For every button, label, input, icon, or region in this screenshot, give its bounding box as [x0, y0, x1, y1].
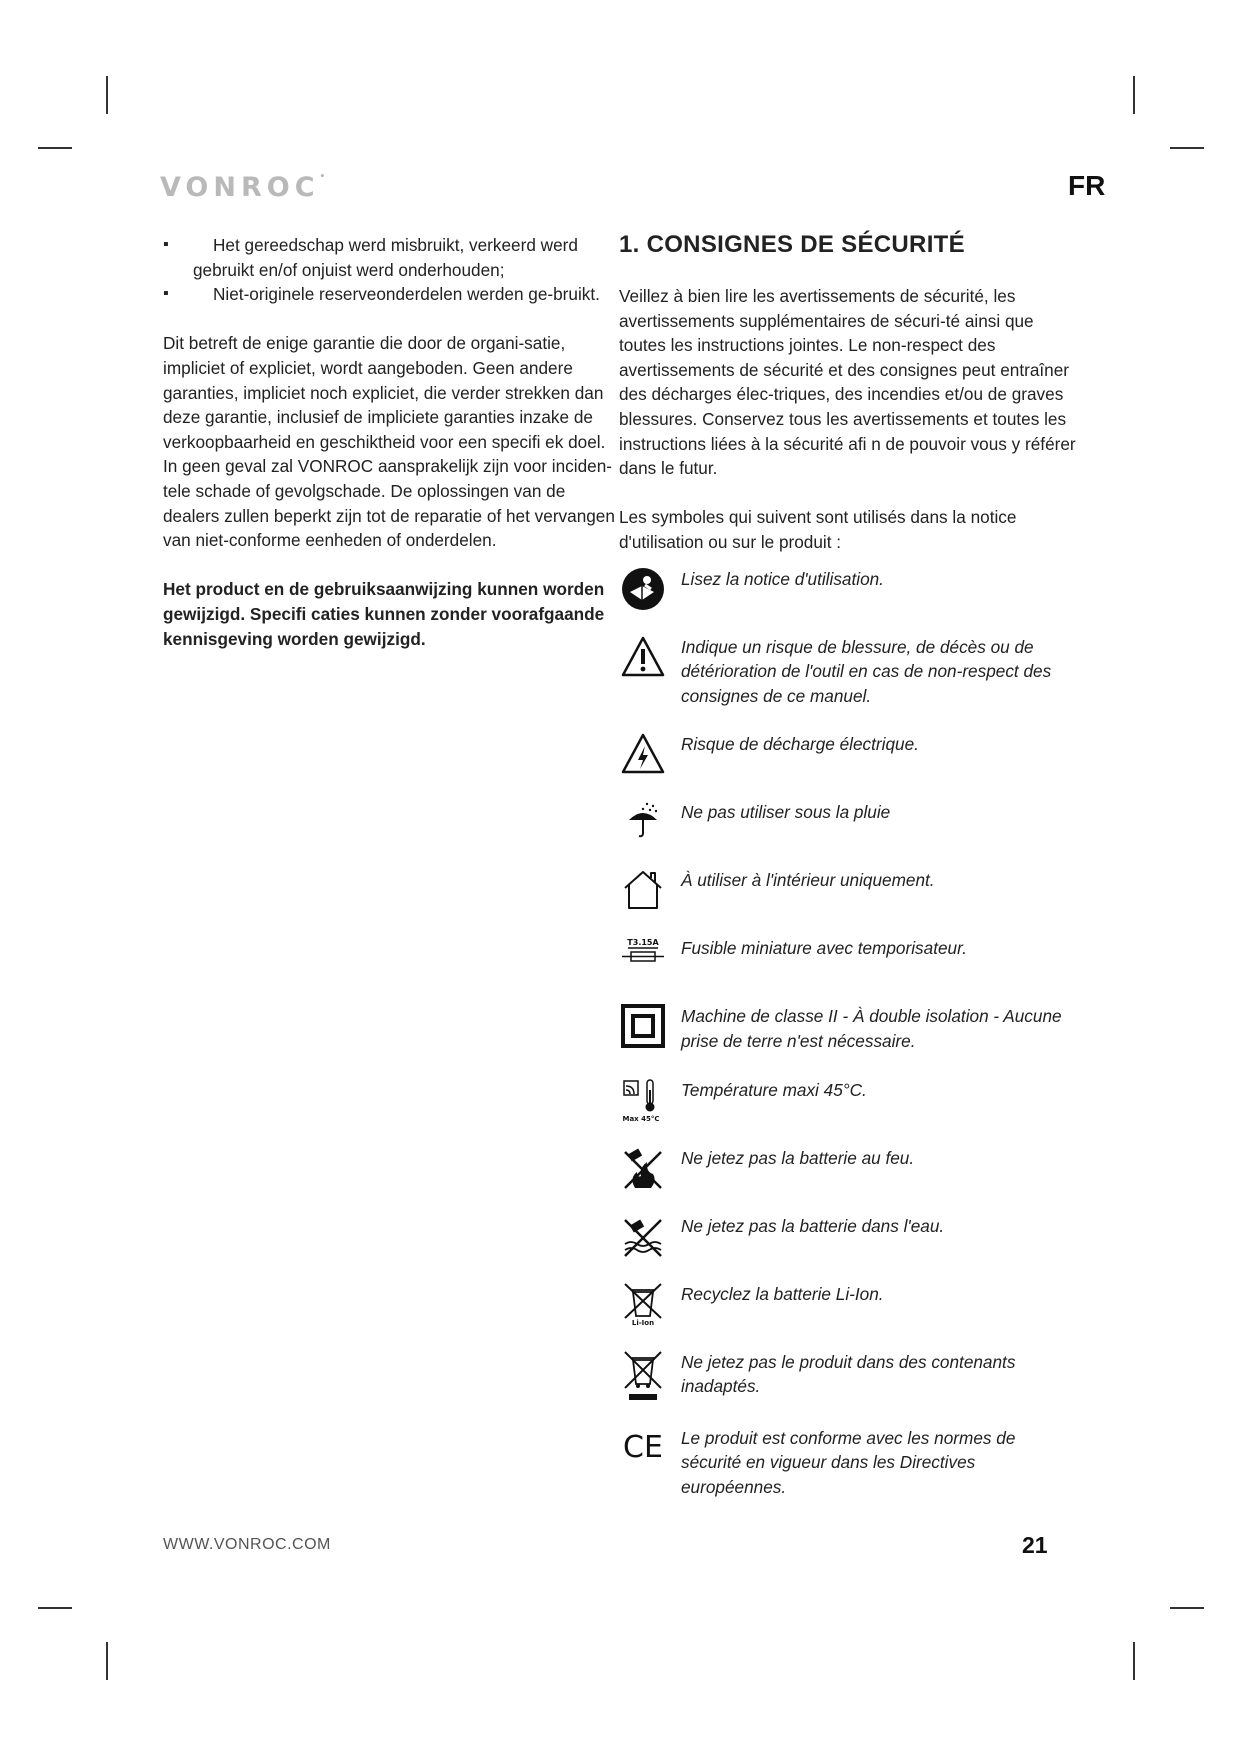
no-fire-icon — [619, 1146, 667, 1190]
symbol-row: Li-Ion Recyclez la batterie Li-Ion. — [619, 1282, 1079, 1326]
ce-mark-icon — [619, 1426, 667, 1470]
list-item: ▪ Het gereedschap werd misbruikt, verkeerd werd gebruikt en/of onjuist werd onderhouden; — [163, 235, 578, 280]
symbol-row: Max 45°C Température maxi 45°C. — [619, 1078, 1079, 1122]
brand-logo: VONROC• — [160, 172, 326, 203]
bullet-marker: ▪ — [163, 285, 169, 303]
warning-icon — [619, 635, 667, 679]
crop-mark — [1170, 147, 1204, 149]
symbol-row: T3.15A Fusible miniature avec temporisateur. — [619, 936, 1079, 980]
fuse-icon — [619, 936, 667, 980]
symbol-row: Lisez la notice d'utilisation. — [619, 567, 1079, 611]
symbol-row: Ne jetez pas la batterie au feu. — [619, 1146, 1079, 1190]
list-item: ▪ Niet-originele reserveonderdelen werden ge-bruikt. — [163, 282, 623, 307]
warranty-paragraph: Dit betreft de enige garantie die door de organi-satie, impliciet of expliciet, wordt aangeboden. Geen andere garanties, impliciet noch expliciet, die verder strekken dan deze garantie, inclusief de impliciete garanties inzake de verkoopbaarheid en geschiktheid voor een specifi ek doel. In geen geval zal VONROC aansprakelijk zijn voor inciden-tele schade of gevolgschade. De oplossingen van de dealers zullen beperkt zijn tot de reparatie of het vervangen van niet-conforme eenheden of onderdelen. — [163, 333, 615, 551]
left-column — [163, 233, 623, 651]
symbols-intro: Les symboles qui suivent sont utilisés dans la notice d'utilisation ou sur le produit : — [619, 507, 1017, 552]
symbol-row: À utiliser à l'intérieur uniquement. — [619, 868, 1079, 912]
crop-mark — [38, 147, 72, 149]
crop-mark — [106, 76, 108, 114]
crop-mark — [1133, 1642, 1135, 1680]
indoor-house-icon — [619, 868, 667, 912]
language-code: FR — [1068, 170, 1106, 201]
section-heading: 1. CONSIGNES DE SÉCURITÉ — [619, 231, 965, 258]
intro-paragraph: Veillez à bien lire les avertissements de sécurité, les avertissements supplémentaires de sécuri-té ainsi que toutes les instructions jointes. Le non-respect des avertissements de sécurité et des consignes peut entraîner des décharges élec-triques, des incendies et/ou de graves blessures. Conservez tous les avertissements et toutes les instructions liées à la sécurité afi n de pouvoir vous y référer dans le futur. — [619, 286, 1076, 479]
page-number: 21 — [1022, 1532, 1048, 1558]
fuse-icon-label: T3.15A — [627, 938, 659, 948]
read-manual-icon — [619, 567, 667, 611]
symbol-row: Ne pas utiliser sous la pluie — [619, 800, 1079, 844]
symbol-row: Risque de décharge électrique. — [619, 732, 1079, 776]
symbol-row: CE Le produit est conforme avec les normes de sécurité en vigueur dans les Directives européennes. — [619, 1426, 1079, 1500]
bullet-marker: ▪ — [163, 236, 169, 253]
class-ii-icon — [619, 1004, 667, 1048]
recycle-li-ion-icon — [619, 1282, 667, 1326]
right-column — [619, 230, 1079, 1523]
symbol-row: Indique un risque de blessure, de décès ou de détérioration de l'outil en cas de non-respect des consignes de ce manuel. — [619, 635, 1079, 709]
crop-mark — [1170, 1607, 1204, 1609]
symbol-row: Machine de classe II - À double isolation - Aucune prise de terre n'est nécessaire. — [619, 1004, 1079, 1053]
crop-mark — [106, 1642, 108, 1680]
rain-umbrella-icon — [619, 800, 667, 844]
change-notice: Het product en de gebruiksaanwijzing kunnen worden gewijzigd. Specifi caties kunnen zonder voorafgaande kennisgeving worden gewijzigd. — [163, 579, 605, 649]
weee-bin-icon — [619, 1350, 667, 1402]
footer-url: WWW.VONROC.COM — [163, 1536, 331, 1553]
ce-mark-label: CE — [623, 1429, 663, 1465]
electric-shock-icon — [619, 732, 667, 776]
crop-mark — [38, 1607, 72, 1609]
temperature-icon-label: Max 45°C — [622, 1114, 660, 1122]
no-water-icon — [619, 1214, 667, 1258]
crop-mark — [1133, 76, 1135, 114]
symbol-row: Ne jetez pas le produit dans des contenants inadaptés. — [619, 1350, 1079, 1402]
li-ion-icon-label: Li-Ion — [631, 1318, 655, 1326]
max-temperature-icon — [619, 1078, 667, 1122]
symbol-row: Ne jetez pas la batterie dans l'eau. — [619, 1214, 1079, 1258]
